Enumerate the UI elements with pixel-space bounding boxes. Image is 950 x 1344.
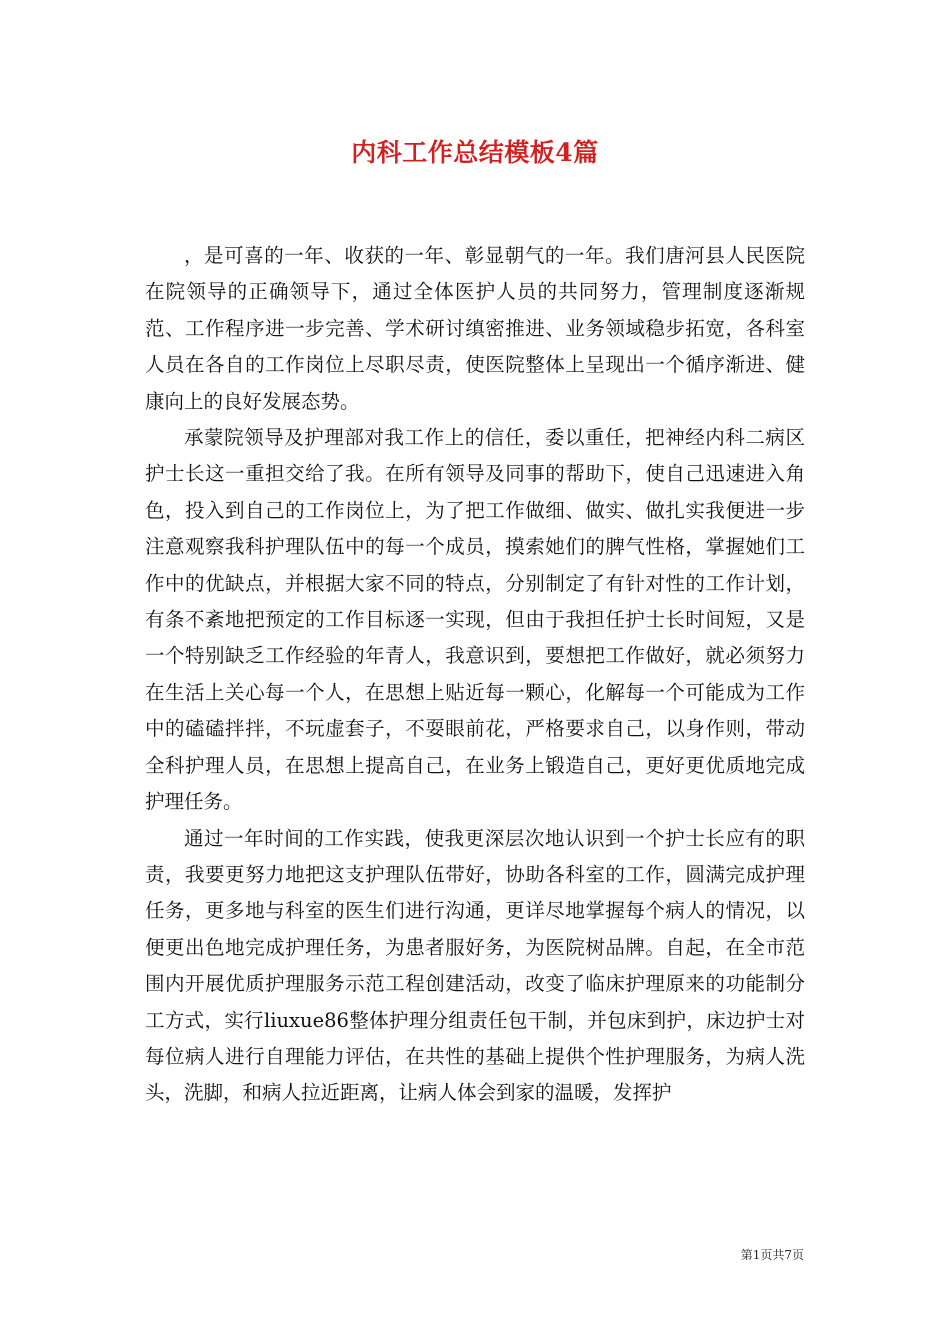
paragraph-2: 承蒙院领导及护理部对我工作上的信任，委以重任，把神经内科二病区护士长这一重担交给了我。在所有领导及同事的帮助下，使自己迅速进入角色，投入到自己的工作岗位上，为了把工作做细、做实、做扎实我便进一步注意观察我科护理队伍中的每一个成员，摸索她们的脾气性格，掌握她们工作中的优缺点，并根据大家不同的特点，分别制定了有针对性的工作计划，有条不紊地把预定的工作目标逐一实现，但由于我担任护士长时间短，又是一个特别缺乏工作经验的年青人，我意识到，要想把工作做好，就必须努力在生活上关心每一个人，在思想上贴近每一颗心，化解每一个可能成为工作中的磕磕拌拌，不玩虚套子，不耍眼前花，严格要求自己，以身作则，带动全科护理人员，在思想上提高自己，在业务上锻造自己，更好更优质地完成护理任务。 bbox=[145, 426, 805, 814]
paragraph-3: 通过一年时间的工作实践，使我更深层次地认识到一个护士长应有的职责，我要更努力地把这支护理队伍带好，协助各科室的工作，圆满完成护理任务，更多地与科室的医生们进行沟通，更详尽地掌握每个病人的情况，以便更出色地完成护理任务，为患者服好务，为医院树品牌。自起，在全市范围内开展优质护理服务示范工程创建活动，改变了临床护理原来的功能制分工方式，实行liuxue86整体护理分组责任包干制，并包床到护，床边护士对每位病人进行自理能力评估，在共性的基础上提供个性护理服务，为病人洗头，洗脚，和病人拉近距离，让病人体会到家的温暖，发挥护 bbox=[145, 826, 805, 1105]
document-title: 内科工作总结模板4篇 bbox=[351, 138, 599, 167]
document-body bbox=[145, 238, 805, 1112]
paragraph-1: ，是可喜的一年、收获的一年、彰显朝气的一年。我们唐河县人民医院在院领导的正确领导下，通过全体医护人员的共同努力，管理制度逐渐规范、工作程序进一步完善、学术研讨缜密推进、业务领域稳步拓宽，各科室人员在各自的工作岗位上尽职尽责，使医院整体上呈现出一个循序渐进、健康向上的良好发展态势。 bbox=[145, 244, 805, 413]
page-number-footer: 第1页共7页 bbox=[740, 1248, 804, 1262]
